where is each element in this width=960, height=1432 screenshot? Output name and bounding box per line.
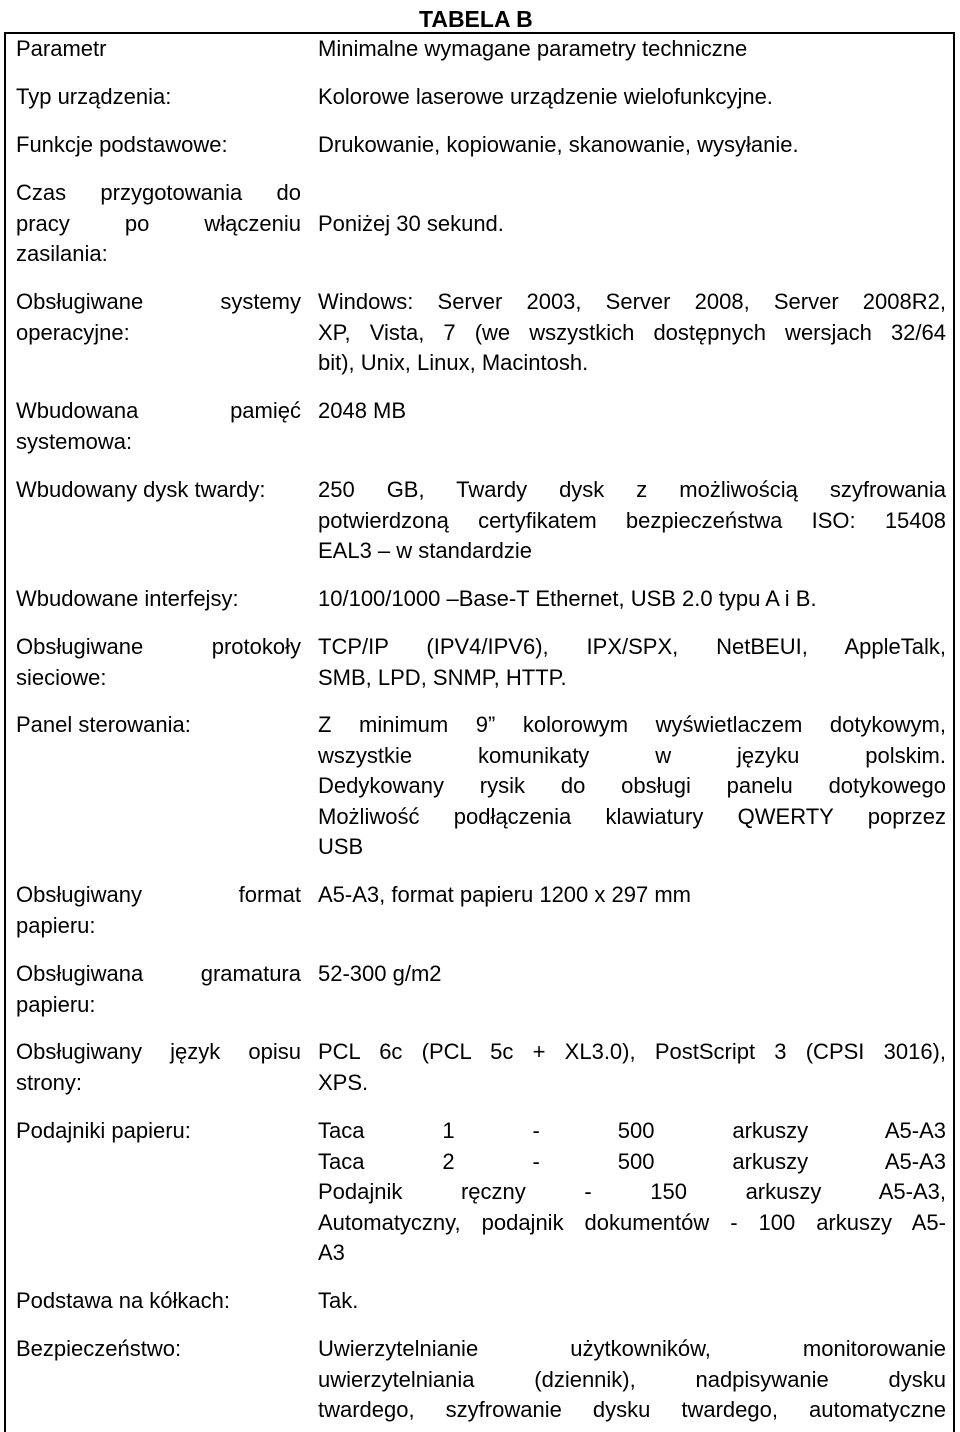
value-cell	[318, 130, 946, 161]
value-text: 2048 MB	[318, 398, 407, 423]
param-text: Wbudowana pamięć	[16, 398, 301, 423]
param-cell	[16, 1334, 301, 1365]
param-cell	[16, 1286, 301, 1317]
param-text: zasilania:	[16, 241, 108, 266]
value-text: Taca 2 - 500 arkuszy A5-A3	[318, 1148, 946, 1174]
param-cell	[16, 710, 301, 741]
value-text: Podajnik ręczny - 150 arkuszy A5-A3,	[318, 1179, 946, 1204]
param-cell	[16, 584, 301, 615]
value-cell	[318, 710, 946, 863]
value-cell	[318, 82, 946, 113]
value-text: A3	[318, 1240, 345, 1265]
value-text: XPS.	[318, 1069, 369, 1095]
value-cell	[318, 34, 946, 65]
param-cell	[16, 130, 301, 161]
param-text: Obsługiwany format	[16, 882, 301, 907]
param-text: Funkcje podstawowe:	[16, 132, 228, 157]
value-text: PCL 6c (PCL 5c + XL3.0), PostScript 3 (CPSI 3016),	[318, 1039, 946, 1064]
value-text: Drukowanie, kopiowanie, skanowanie, wysyłanie.	[318, 132, 799, 157]
value-cell	[318, 287, 946, 379]
param-text: strony:	[16, 1069, 83, 1095]
param-text: Bezpieczeństwo:	[16, 1336, 182, 1361]
param-text: Wbudowany dysk twardy:	[16, 477, 266, 502]
value-text: TCP/IP (IPV4/IPV6), IPX/SPX, NetBEUI, AppleTalk,	[318, 634, 946, 659]
value-text: 250 GB, Twardy dysk z możliwością szyfrowania	[318, 477, 946, 502]
param-cell	[16, 1037, 301, 1098]
value-cell	[318, 1116, 946, 1269]
param-cell	[16, 959, 301, 1020]
param-text: Czas przygotowania do	[16, 180, 301, 205]
value-text: wszystkie komunikaty w języku polskim.	[318, 742, 946, 768]
param-text: Parametr	[16, 36, 107, 61]
value-text: 52-300 g/m2	[318, 961, 442, 986]
value-cell	[318, 1334, 946, 1426]
param-cell	[16, 475, 301, 506]
param-text: Obsługiwany język opisu	[16, 1039, 301, 1064]
value-text: Uwierzytelnianie użytkowników, monitorowanie	[318, 1336, 946, 1361]
param-text: Obsługiwane systemy	[16, 289, 301, 314]
param-cell	[16, 632, 301, 693]
param-cell	[16, 396, 301, 457]
value-text: potwierdzoną certyfikatem bezpieczeństwa ISO: 15408	[318, 507, 946, 533]
value-text: A5-A3, format papieru 1200 x 297 mm	[318, 882, 691, 907]
value-text: XP, Vista, 7 (we wszystkich dostępnych wersjach 32/64	[318, 319, 946, 345]
value-text: Windows: Server 2003, Server 2008, Server 2008R2,	[318, 289, 946, 314]
value-cell	[318, 959, 946, 990]
value-text: Dedykowany rysik do obsługi panelu dotykowego	[318, 773, 946, 798]
param-cell	[16, 880, 301, 941]
param-cell	[16, 34, 301, 65]
param-text: pracy po włączeniu	[16, 210, 301, 236]
value-cell	[318, 632, 946, 693]
value-text: Możliwość podłączenia klawiatury QWERTY poprzez	[318, 803, 946, 829]
value-text: Automatyczny, podajnik dokumentów - 100 arkuszy A5-	[318, 1209, 946, 1235]
value-cell	[318, 209, 946, 240]
param-text: Panel sterowania:	[16, 712, 191, 737]
param-cell	[16, 287, 301, 348]
value-cell	[318, 475, 946, 567]
value-cell	[318, 880, 946, 911]
value-text: twardego, szyfrowanie dysku twardego, automatyczne	[318, 1397, 946, 1422]
param-text: Typ urządzenia:	[16, 84, 172, 109]
param-text: Wbudowane interfejsy:	[16, 586, 239, 611]
table-title: TABELA B	[419, 6, 533, 32]
value-text: Tak.	[318, 1288, 359, 1313]
param-text: operacyjne:	[16, 319, 130, 345]
value-cell	[318, 396, 946, 427]
value-text: Minimalne wymagane parametry techniczne	[318, 36, 748, 61]
value-text: bit), Unix, Linux, Macintosh.	[318, 350, 589, 375]
param-cell	[16, 1116, 301, 1147]
param-text: Podstawa na kółkach:	[16, 1288, 231, 1313]
value-text: 10/100/1000 –Base-T Ethernet, USB 2.0 typu A i B.	[318, 586, 817, 611]
param-text: Obsługiwana gramatura	[16, 961, 301, 986]
value-cell	[318, 584, 946, 615]
param-cell	[16, 82, 301, 113]
value-cell	[318, 1037, 946, 1098]
value-text: Kolorowe laserowe urządzenie wielofunkcyjne.	[318, 84, 773, 109]
param-text: Podajniki papieru:	[16, 1118, 191, 1143]
param-text: papieru:	[16, 912, 96, 938]
param-text: systemowa:	[16, 428, 133, 454]
value-text: EAL3 – w standardzie	[318, 538, 533, 563]
value-cell	[318, 1286, 946, 1317]
param-text: sieciowe:	[16, 664, 107, 690]
value-text: uwierzytelniania (dziennik), nadpisywanie dysku	[318, 1366, 946, 1392]
spec-table	[4, 32, 955, 1432]
value-text: SMB, LPD, SNMP, HTTP.	[318, 664, 567, 690]
value-text: Taca 1 - 500 arkuszy A5-A3	[318, 1118, 946, 1143]
value-text: USB	[318, 834, 364, 859]
value-text: Poniżej 30 sekund.	[318, 211, 504, 236]
param-cell	[16, 178, 301, 270]
param-text: Obsługiwane protokoły	[16, 634, 301, 659]
value-text: Z minimum 9” kolorowym wyświetlaczem dotykowym,	[318, 712, 946, 737]
param-text: papieru:	[16, 991, 96, 1017]
